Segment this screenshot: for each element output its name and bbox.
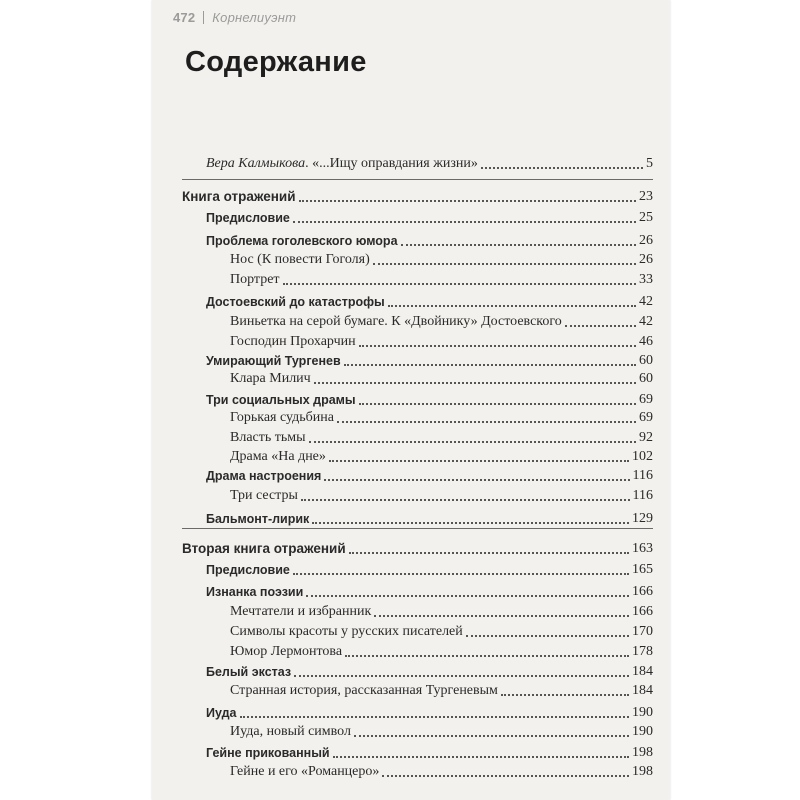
toc-entry-title: Странная история, рассказанная Тургеневым xyxy=(230,683,498,698)
toc-entry xyxy=(206,580,653,600)
toc-intro-title: . «...Ищу оправдания жизни» xyxy=(305,156,478,171)
toc-entry-title: Юмор Лермонтова xyxy=(230,644,343,659)
toc-leader xyxy=(294,674,629,677)
toc-entry-page: 170 xyxy=(632,624,653,639)
header-page-number: 472 xyxy=(173,10,196,25)
toc-leader xyxy=(314,381,636,384)
toc-entry-page: 69 xyxy=(639,410,653,425)
toc-entry-title: Нос (К повести Гоголя) xyxy=(230,252,370,267)
toc-entry xyxy=(206,349,653,369)
toc-entry-title: Драма «На дне» xyxy=(230,449,326,464)
toc-entry-page: 25 xyxy=(639,210,653,225)
toc-entry xyxy=(230,367,653,387)
toc-entry-page: 198 xyxy=(632,745,653,760)
toc-entry-page: 42 xyxy=(639,314,653,329)
toc-leader xyxy=(240,715,629,718)
toc-intro-entry xyxy=(206,152,653,172)
toc-entry-page: 92 xyxy=(639,430,653,445)
toc-entry-page: 163 xyxy=(632,541,653,556)
toc-entry-page: 26 xyxy=(639,233,653,248)
toc-entry-title: Достоевский до катастрофы xyxy=(206,295,385,309)
toc-entry-title: Иуда xyxy=(206,706,237,720)
header-running-title: Корнелиуэнт xyxy=(212,10,297,25)
toc-leader xyxy=(382,774,629,777)
toc-entry-title: Предисловие xyxy=(206,211,290,225)
toc-entry xyxy=(230,620,653,640)
toc-entry-title: Символы красоты у русских писателей xyxy=(230,624,463,639)
toc-leader xyxy=(565,324,636,327)
toc-entry-page: 184 xyxy=(632,683,653,698)
toc-entry-title: Три сестры xyxy=(230,488,298,503)
toc-entry xyxy=(230,679,653,699)
toc-entry-title: Господин Прохарчин xyxy=(230,334,356,349)
toc-leader xyxy=(359,402,636,405)
toc-entry-page: 33 xyxy=(639,272,653,287)
toc-leader xyxy=(306,594,629,597)
toc-entry-title: Вторая книга отражений xyxy=(182,541,346,556)
toc-entry-title: Гейне и его «Романцеро» xyxy=(230,764,380,779)
toc-entry-page: 166 xyxy=(632,584,653,599)
toc-leader xyxy=(333,755,629,758)
toc-leader xyxy=(344,363,636,366)
toc-entry-title: Иуда, новый символ xyxy=(230,724,351,739)
toc-entry xyxy=(230,426,653,446)
toc-entry-page: 26 xyxy=(639,252,653,267)
toc-leader xyxy=(283,282,636,285)
page-title: Содержание xyxy=(185,46,367,78)
toc-entry-page: 116 xyxy=(632,488,653,503)
toc-entry xyxy=(230,640,653,660)
toc-entry-page: 23 xyxy=(639,189,653,204)
toc-entry-title: Клара Милич xyxy=(230,371,311,386)
toc-leader xyxy=(293,220,636,223)
toc-leader xyxy=(373,262,636,265)
toc-leader xyxy=(329,459,629,462)
toc-entry-page: 178 xyxy=(632,644,653,659)
toc-entry xyxy=(206,701,653,721)
toc-entry xyxy=(230,760,653,780)
toc-entry xyxy=(230,268,653,288)
toc-entry xyxy=(182,185,653,205)
toc-entry-title: Книга отражений xyxy=(182,189,296,204)
section-rule xyxy=(182,528,653,529)
toc-entry xyxy=(230,406,653,426)
toc-intro-author: Вера Калмыкова xyxy=(206,156,306,171)
section-rule xyxy=(182,179,653,180)
toc-intro-text xyxy=(206,156,478,172)
toc-leader xyxy=(501,693,629,696)
toc-entry-page: 102 xyxy=(632,449,653,464)
toc-entry-page: 165 xyxy=(632,562,653,577)
toc-entry xyxy=(230,600,653,620)
toc-leader xyxy=(349,551,629,554)
toc-entry xyxy=(230,720,653,740)
toc-leader xyxy=(337,420,636,423)
toc-leader xyxy=(324,478,629,481)
toc-intro-page: 5 xyxy=(646,156,653,171)
toc-entry-title: Проблема гоголевского юмора xyxy=(206,234,398,248)
toc-leader xyxy=(401,243,636,246)
toc-entry-page: 116 xyxy=(632,468,653,483)
toc-entry xyxy=(230,445,653,465)
toc-entry xyxy=(206,507,653,527)
toc-entry-title: Предисловие xyxy=(206,563,290,577)
toc-entry-title: Три социальных драмы xyxy=(206,393,356,407)
toc-entry xyxy=(206,388,653,408)
toc-leader xyxy=(466,634,629,637)
toc-leader xyxy=(354,734,629,737)
toc-entry-page: 129 xyxy=(632,511,653,526)
toc-entry xyxy=(206,464,653,484)
toc-leader xyxy=(388,304,636,307)
toc-entry-title: Белый экстаз xyxy=(206,665,292,679)
toc-entry-title: Бальмонт-лирик xyxy=(206,512,310,526)
toc-entry-page: 60 xyxy=(639,371,653,386)
toc-entry-page: 60 xyxy=(639,353,653,368)
toc-entry-title: Гейне прикованный xyxy=(206,746,330,760)
toc-entry-page: 184 xyxy=(632,664,653,679)
toc-entry xyxy=(206,741,653,761)
toc-entry xyxy=(230,248,653,268)
toc-entry-title: Горькая судьбина xyxy=(230,410,334,425)
toc-leader xyxy=(301,498,630,501)
toc-entry xyxy=(230,484,653,504)
toc-entry-page: 198 xyxy=(632,764,653,779)
toc-entry-title: Умирающий Тургенев xyxy=(206,354,341,368)
toc-entry-page: 190 xyxy=(632,705,653,720)
toc-leader xyxy=(359,344,636,347)
toc-entry xyxy=(206,229,653,249)
toc-entry xyxy=(206,206,653,226)
toc-entry xyxy=(206,290,653,310)
toc-leader xyxy=(309,440,636,443)
toc-entry xyxy=(230,330,653,350)
toc-leader xyxy=(345,654,629,657)
toc-entry-page: 69 xyxy=(639,392,653,407)
toc-entry-title: Виньетка на серой бумаге. К «Двойнику» Достоевского xyxy=(230,314,562,329)
toc-entry-page: 42 xyxy=(639,294,653,309)
toc-leader xyxy=(374,614,629,617)
toc-entry-title: Мечтатели и избранник xyxy=(230,604,372,619)
toc-entry-title: Изнанка поэзии xyxy=(206,585,304,599)
toc-entry-title: Драма настроения xyxy=(206,469,322,483)
toc-entry-title: Портрет xyxy=(230,272,280,287)
toc-entry xyxy=(206,558,653,578)
toc-entry xyxy=(182,537,653,557)
toc-leader xyxy=(293,572,629,575)
toc-entry xyxy=(206,660,653,680)
toc-entry-page: 190 xyxy=(632,724,653,739)
toc-leader xyxy=(481,166,643,169)
toc-entry-page: 46 xyxy=(639,334,653,349)
toc-entry xyxy=(230,310,653,330)
toc-leader xyxy=(299,199,636,202)
toc-entry-title: Власть тьмы xyxy=(230,430,306,445)
toc-entry-page: 166 xyxy=(632,604,653,619)
toc-leader xyxy=(312,521,629,524)
